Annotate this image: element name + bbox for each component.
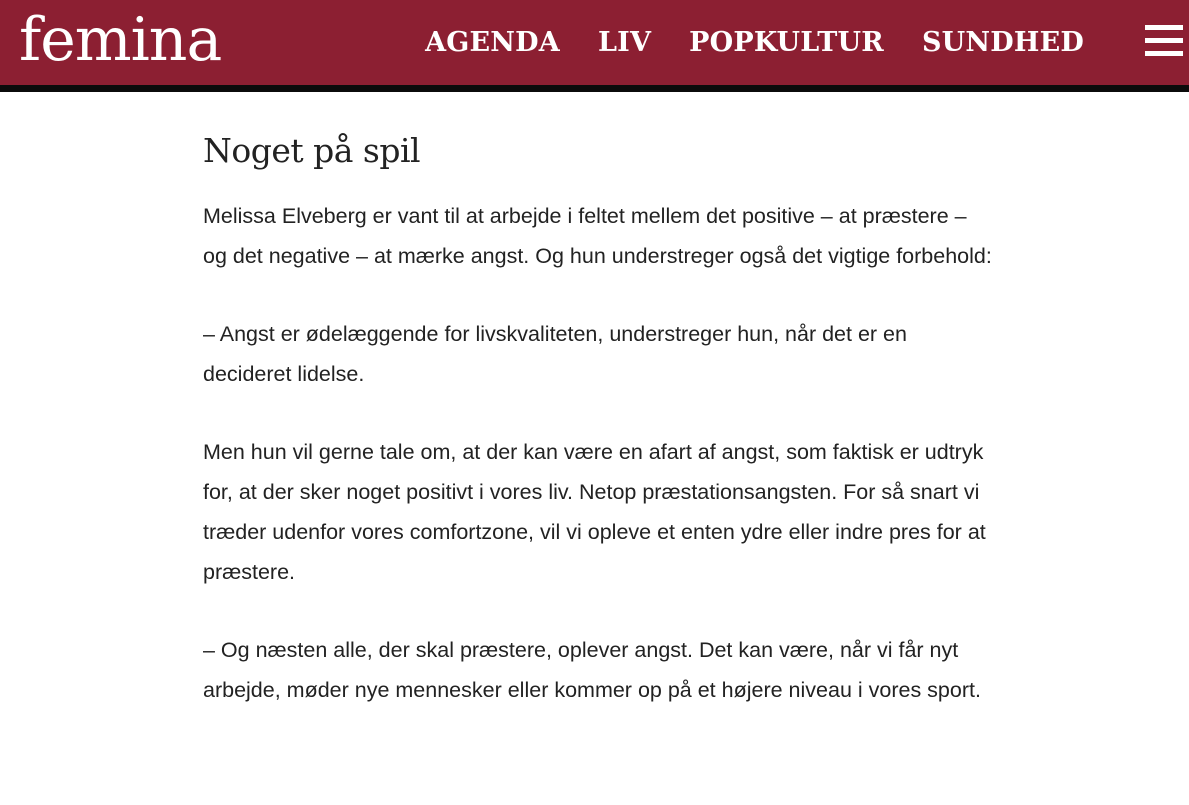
menu-bar-bottom (1145, 51, 1183, 56)
site-header (0, 0, 1189, 85)
header-divider (0, 85, 1189, 92)
nav-item-liv[interactable]: LIV (597, 26, 652, 58)
article-paragraph: Men hun vil gerne tale om, at der kan være en afart af angst, som faktisk er udtryk for, at der sker noget positivt i vores liv. Netop præstationsangsten. For så snart vi træder udenfor vores comfortzone, vil vi opleve et enten ydre eller indre pres for at præstere. (203, 440, 986, 584)
site-logo[interactable]: femina (19, 5, 222, 75)
nav-item-sundhed[interactable]: SUNDHED (921, 26, 1084, 58)
menu-bar-middle (1145, 38, 1183, 43)
article-paragraph: Melissa Elveberg er vant til at arbejde i feltet mellem det positive – at præstere – og det negative – at mærke angst. Og hun understreger også det vigtige forbehold: (203, 204, 992, 268)
article-paragraph: – Angst er ødelæggende for livskvaliteten, understreger hun, når det er en decideret lidelse. (203, 322, 907, 386)
article-body (203, 128, 993, 710)
nav-item-agenda[interactable]: AGENDA (425, 26, 560, 58)
hamburger-menu-icon[interactable] (1145, 25, 1183, 57)
article-paragraph: – Og næsten alle, der skal præstere, oplever angst. Det kan være, når vi får nyt arbejde, møder nye mennesker eller kommer op på et højere niveau i vores sport. (203, 638, 981, 702)
menu-bar-top (1145, 25, 1183, 30)
nav-item-popkultur[interactable]: POPKULTUR (689, 26, 884, 58)
article-subheading: Noget på spil (203, 131, 421, 170)
main-nav (425, 22, 1084, 62)
